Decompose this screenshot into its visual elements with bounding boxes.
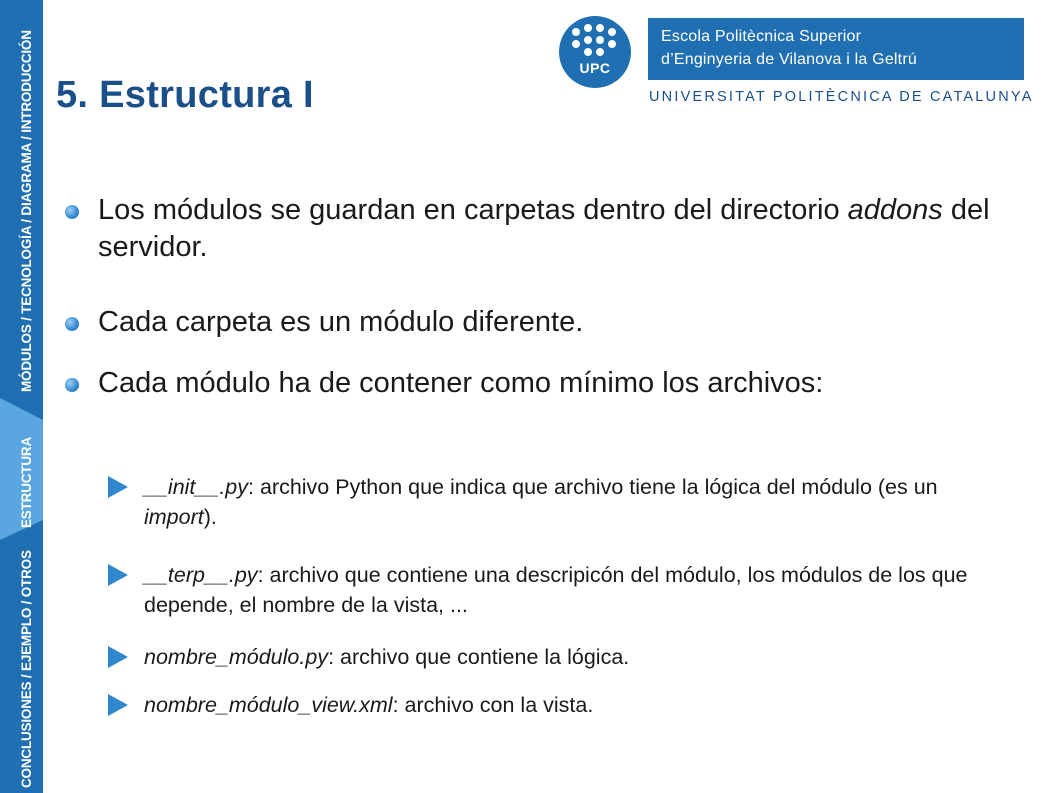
bullet-item [98, 304, 998, 341]
arrow-right-icon [108, 646, 128, 668]
school-name-line-2: d’Enginyeria de Vilanova i la Geltrú [661, 51, 917, 68]
file-description: archivo que contiene una descripicón del módulo, los módulos de los que depende, el nombre de la vista, ... [144, 563, 968, 617]
separator: : [328, 645, 341, 669]
arrow-right-icon [108, 564, 128, 586]
school-name-line-1: Escola Politècnica Superior [661, 28, 862, 45]
file-description: archivo Python que indica que archivo tiene la lógica del módulo (es un [259, 475, 938, 499]
bullet-text: Cada módulo ha de contener como mínimo los archivos: [98, 367, 824, 399]
sub-bullet-item [144, 690, 1004, 720]
sidebar-label-top[interactable]: MÓDULOS / TECNOLOGÍA / DIAGRAMA / INTRODUCCIÓN [19, 30, 34, 392]
bullet-text-end: del servidor. [98, 194, 990, 263]
file-description-end: ). [203, 505, 217, 529]
sidebar-navigation [0, 0, 43, 793]
file-name: __init__.py [144, 475, 248, 499]
sidebar-label-bottom[interactable]: CONCLUSIONES / EJEMPLO / OTROS [19, 550, 34, 788]
arrow-right-icon [108, 476, 128, 498]
separator: : [257, 563, 270, 587]
bullet-item [98, 365, 888, 402]
file-description-emphasis: import [144, 505, 204, 529]
sub-bullet-item [144, 560, 974, 620]
arrow-right-icon [108, 694, 128, 716]
university-name: UNIVERSITAT POLITÈCNICA DE CATALUNYA [649, 89, 1034, 105]
file-name: nombre_módulo_view.xml [144, 693, 393, 717]
bullet-item [98, 192, 998, 266]
sub-bullet-item [144, 472, 994, 532]
page-title: 5. Estructura I [56, 74, 314, 116]
school-name-box [648, 18, 1024, 80]
file-description: archivo con la vista. [404, 693, 594, 717]
sidebar-graphic [0, 0, 43, 793]
bullet-text: Cada carpeta es un módulo diferente. [98, 306, 584, 338]
logo-text: UPC [579, 60, 611, 76]
file-name: nombre_módulo.py [144, 645, 329, 669]
bullet-dot-icon [65, 378, 79, 392]
file-description: archivo que contiene la lógica. [340, 645, 630, 669]
separator: : [248, 475, 260, 499]
upc-logo [559, 16, 631, 88]
separator: : [392, 693, 405, 717]
file-name: __terp__.py [144, 563, 258, 587]
bullet-text: Los módulos se guardan en carpetas dentro del directorio [98, 194, 848, 226]
bullet-dot-icon [65, 205, 79, 219]
sidebar-label-active[interactable]: ESTRUCTURA [19, 437, 34, 528]
bullet-dot-icon [65, 317, 79, 331]
bullet-emphasis: addons [847, 194, 943, 226]
sub-bullet-item [144, 642, 1004, 672]
